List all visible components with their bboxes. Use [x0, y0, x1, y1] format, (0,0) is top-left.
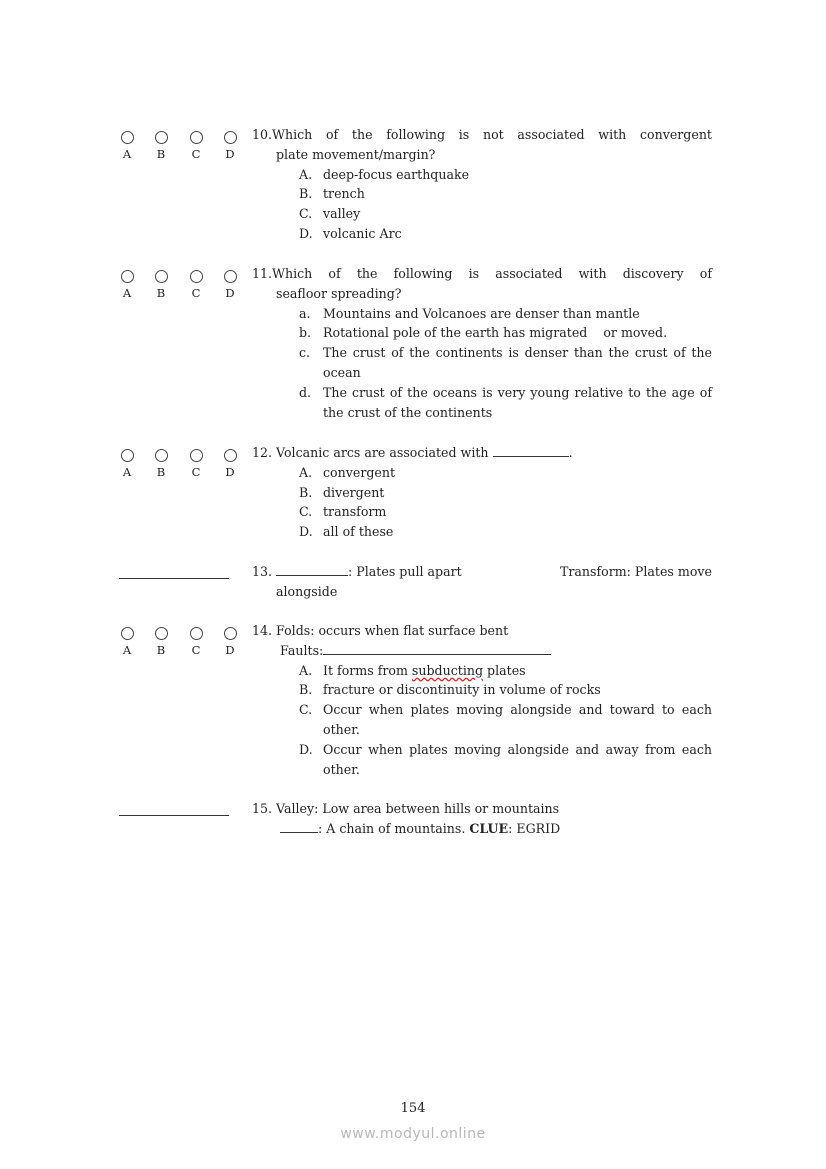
question-stem-cont: : A chain of mountains. CLUE: EGRID [252, 819, 712, 839]
question-stem-cont: seafloor spreading? [276, 285, 402, 301]
option: B. divergent [299, 484, 385, 500]
question-stem: 10.Which of the following is not associated with convergent [252, 127, 712, 142]
fill-blank[interactable] [280, 820, 318, 833]
question-stem: 14. Folds: occurs when flat surface bent [252, 623, 509, 638]
question-stem: 11.Which of the following is associated with discovery of [252, 266, 712, 281]
watermark: www.modyul.online [340, 1126, 486, 1142]
option: A. convergent [299, 464, 396, 480]
option: B. trench [299, 186, 365, 202]
bubble-c[interactable]: C [186, 449, 206, 479]
fill-blank[interactable] [323, 642, 551, 655]
answer-bubbles [117, 270, 242, 310]
option: C. Occur when plates moving alongside and toward to each other. [299, 702, 712, 737]
option: D. volcanic Arc [299, 225, 402, 241]
bubble-c[interactable] [186, 131, 206, 161]
bubble-label: D [225, 147, 235, 161]
page-number: 154 [400, 1101, 426, 1116]
option: d. The crust of the oceans is very young relative to the age of the crust of the continents [299, 384, 712, 420]
option: C. transform [299, 504, 387, 520]
bubble-d[interactable] [220, 131, 240, 161]
bubble-b[interactable]: B [151, 270, 171, 300]
fill-blank[interactable] [276, 563, 348, 576]
option: C. valley [299, 206, 361, 222]
answer-line[interactable] [119, 578, 229, 579]
option: D. all of these [299, 524, 394, 540]
bubble-d[interactable]: D [220, 627, 240, 657]
faults-line: Faults: [252, 641, 712, 661]
question-stem: 13. : Plates pull apart Transform: Plates move [252, 564, 712, 579]
option: D. Occur when plates moving alongside and away from each other. [299, 741, 712, 777]
answer-bubbles [117, 449, 242, 489]
bubble-label: B [156, 147, 166, 161]
option: A. deep-focus earthquake [299, 166, 470, 182]
option: b. Rotational pole of the earth has migrated or moved. [299, 325, 668, 341]
spellcheck-error: subducting [411, 662, 484, 678]
bubble-d[interactable]: D [220, 449, 240, 479]
fill-blank[interactable] [493, 444, 569, 457]
question-stem-cont: alongside [276, 583, 338, 599]
bubble-a[interactable]: A [117, 449, 137, 479]
option: B. fracture or discontinuity in volume of rocks [299, 682, 601, 698]
question-stem-cont: plate movement/margin? [276, 146, 436, 162]
bubble-a[interactable] [117, 131, 137, 161]
option: A. It forms from subducting plates [299, 662, 526, 678]
bubble-label: C [191, 147, 201, 161]
bubble-b[interactable] [151, 131, 171, 161]
bubble-c[interactable]: C [186, 270, 206, 300]
option: c. The crust of the continents is denser than the crust of the ocean [299, 345, 712, 380]
bubble-label: A [122, 147, 132, 161]
question-stem: 15. Valley: Low area between hills or mountains [252, 801, 560, 816]
answer-line[interactable] [119, 815, 229, 816]
bubble-d[interactable]: D [220, 270, 240, 300]
answer-bubbles [117, 627, 242, 667]
bubble-a[interactable]: A [117, 270, 137, 300]
option: a. Mountains and Volcanoes are denser than mantle [299, 305, 640, 321]
answer-bubbles [117, 131, 242, 171]
bubble-b[interactable]: B [151, 627, 171, 657]
bubble-b[interactable]: B [151, 449, 171, 479]
bubble-c[interactable]: C [186, 627, 206, 657]
bubble-a[interactable]: A [117, 627, 137, 657]
question-stem: 12. Volcanic arcs are associated with . [252, 445, 573, 460]
